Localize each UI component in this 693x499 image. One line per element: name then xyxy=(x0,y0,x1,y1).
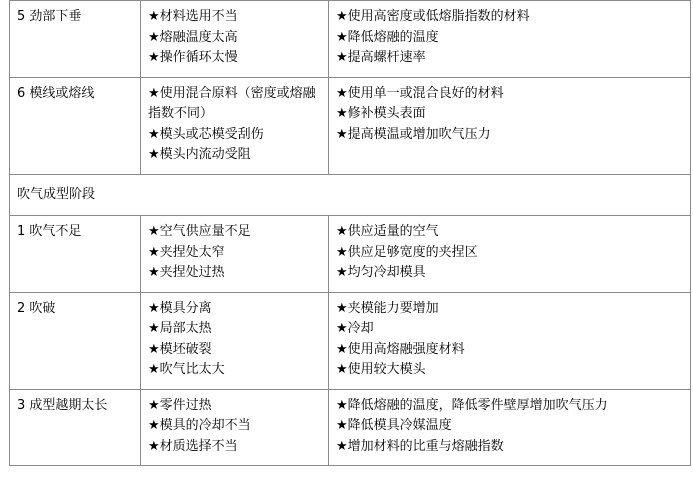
table-row xyxy=(10,292,691,389)
cause-item: ★夹捏处过热 xyxy=(148,265,225,280)
problem-cell xyxy=(10,77,141,174)
cause-item: ★零件过热 xyxy=(148,397,212,413)
causes-cell xyxy=(141,389,329,466)
troubleshooting-table xyxy=(9,0,691,466)
problem-cell xyxy=(10,216,141,293)
table-row xyxy=(10,77,691,174)
solution-item: ★降低熔融的温度，降低零件壁厚增加吹气压力 xyxy=(336,397,608,413)
cause-item: ★模头或芯模受刮伤 xyxy=(148,126,264,142)
solution-item: ★供应足够宽度的夹捏区 xyxy=(336,244,478,260)
causes-cell xyxy=(141,1,329,78)
solution-item: ★供应适量的空气 xyxy=(336,224,439,239)
problem-label: 6 模线或熔线 xyxy=(17,85,95,101)
cause-item: ★局部太热 xyxy=(148,321,212,336)
solutions-cell xyxy=(329,389,691,466)
solution-item: ★冷却 xyxy=(336,321,374,336)
cause-item: ★操作循环太慢 xyxy=(148,50,238,65)
causes-cell xyxy=(141,292,329,389)
section-title-cell xyxy=(10,174,691,216)
cause-item: ★模具分离 xyxy=(148,300,212,316)
solution-item: ★增加材料的比重与熔融指数 xyxy=(336,438,504,454)
solutions-cell xyxy=(329,1,691,78)
problem-label: 5 劲部下垂 xyxy=(17,9,82,24)
cause-item: ★材料选用不当 xyxy=(148,9,238,24)
section-title: 吹气成型阶段 xyxy=(17,186,96,202)
problem-cell xyxy=(10,1,141,78)
solution-item: ★提高模温或增加吹气压力 xyxy=(336,126,491,142)
table-row xyxy=(10,389,691,466)
table-row xyxy=(10,1,691,78)
table-row xyxy=(10,216,691,293)
cause-item: ★夹捏处太窄 xyxy=(148,244,225,260)
section-row xyxy=(10,174,691,216)
cause-item: ★材质选择不当 xyxy=(148,438,238,454)
problem-cell xyxy=(10,292,141,389)
problem-label: 3 成型越期太长 xyxy=(17,397,108,413)
solution-item: ★提高螺杆速率 xyxy=(336,50,426,65)
cause-item: ★吹气比太大 xyxy=(148,362,225,377)
solution-item: ★均匀冷却模具 xyxy=(336,265,426,280)
solution-item: ★降低模具冷媒温度 xyxy=(336,418,452,433)
solution-item: ★修补模头表面 xyxy=(336,106,426,121)
solution-item: ★使用高熔融强度材料 xyxy=(336,341,465,357)
problem-label: 1 吹气不足 xyxy=(17,224,82,239)
solution-item: ★夹模能力要增加 xyxy=(336,300,439,316)
solution-item: ★使用较大模头 xyxy=(336,362,426,377)
cause-item: ★模头内流动受阻 xyxy=(148,147,251,162)
solutions-cell xyxy=(329,292,691,389)
problem-label: 2 吹破 xyxy=(17,300,56,316)
solution-item: ★使用高密度或低熔脂指数的材料 xyxy=(336,9,530,24)
solution-item: ★降低熔融的温度 xyxy=(336,29,439,45)
solutions-cell xyxy=(329,77,691,174)
cause-item: ★模具的冷却不当 xyxy=(148,418,251,433)
problem-cell xyxy=(10,389,141,466)
cause-item: ★使用混合原料（密度或熔融指数不同） xyxy=(148,85,316,121)
cause-item: ★空气供应量不足 xyxy=(148,224,251,239)
solutions-cell xyxy=(329,216,691,293)
cause-item: ★模坯破裂 xyxy=(148,341,212,357)
cause-item: ★熔融温度太高 xyxy=(148,29,238,45)
solution-item: ★使用单一或混合良好的材料 xyxy=(336,85,504,101)
causes-cell xyxy=(141,216,329,293)
causes-cell xyxy=(141,77,329,174)
